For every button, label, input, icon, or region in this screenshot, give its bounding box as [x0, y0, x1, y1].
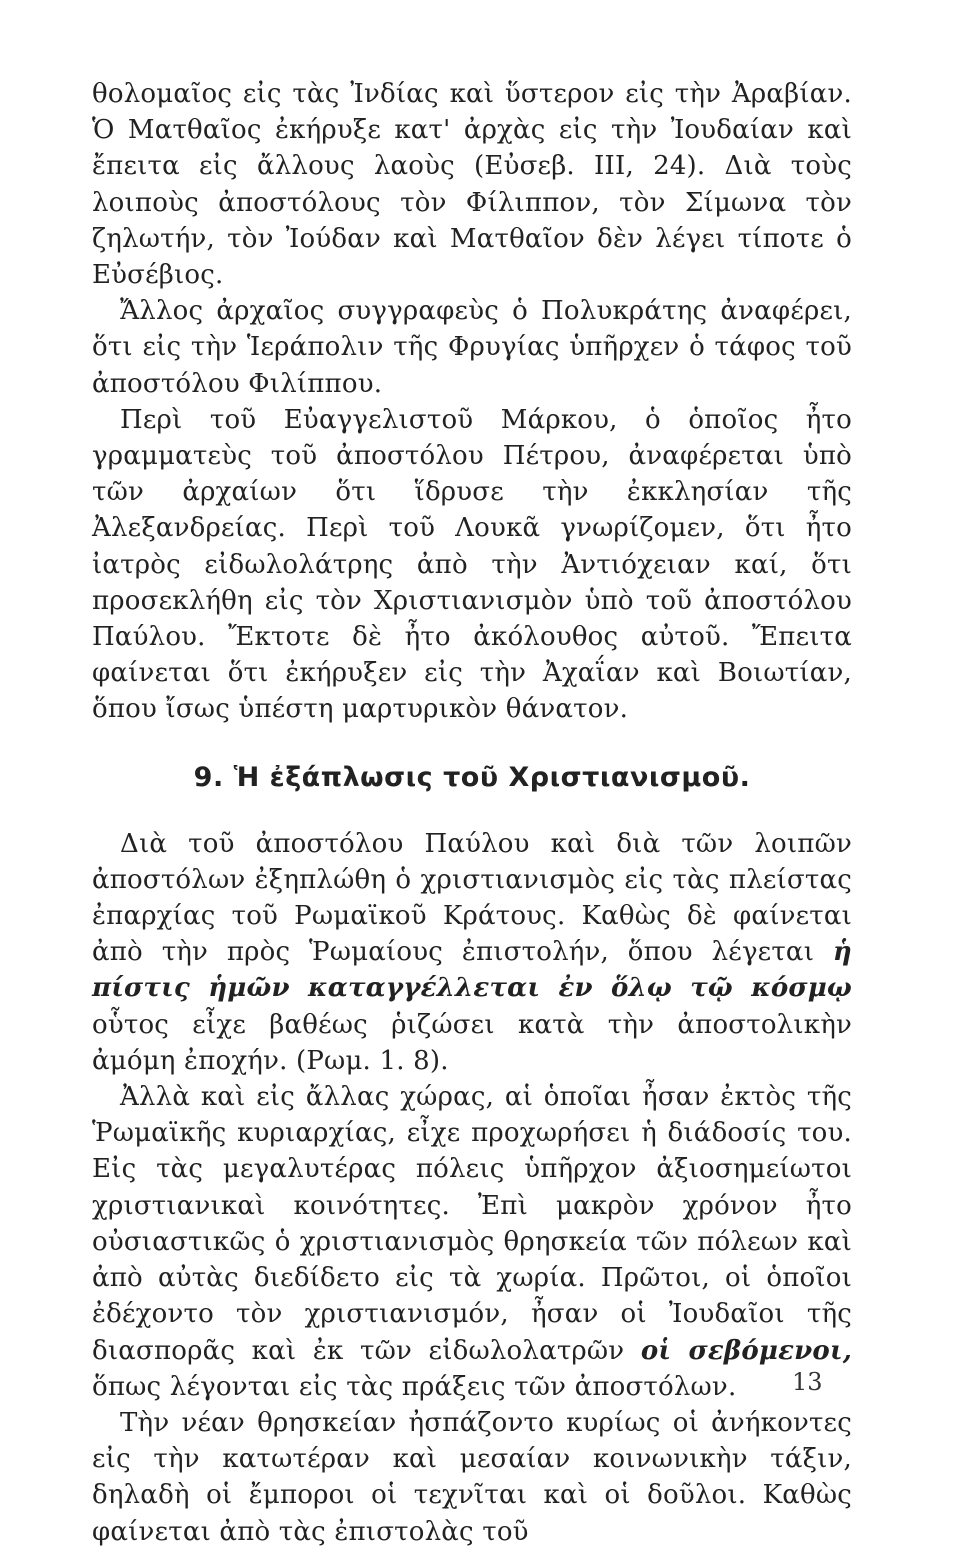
paragraph-text: Ἀλλὰ καὶ εἰς ἄλλας χώρας, αἱ ὁποῖαι ἦσαν ἐκτὸς τῆς Ῥωμαϊκῆς κυριαρχίας, εἶχε προχωρήσει ἡ διάδοσίς του. Εἰς τὰς μεγαλυτέρας πόλεις ὑπῆρχον ἀξιοσημείωτοι χριστιανικαὶ κοινότητες. Ἐπὶ μακρὸν χρόνον ἦτο οὐσιαστικῶς ὁ χριστιανισμὸς θρησκεία τῶν πόλεων καὶ ἀπὸ αὐτὰς διεδίδετο εἰς τὰ χωρία. Πρῶτοι, οἱ ὁποῖοι ἐδέχοντο τὸν χριστιανισμόν, ἦσαν οἱ Ἰουδαῖοι τῆς διασπορᾶς καὶ ἐκ τῶν εἰδωλολατρῶν	[92, 1082, 852, 1366]
page-number: 13	[792, 1368, 823, 1396]
paragraph: Περὶ τοῦ Εὐαγγελιστοῦ Μάρκου, ὁ ὁποῖος ἦτο γραμματεὺς τοῦ ἀποστόλου Πέτρου, ἀναφέρεται ὑπὸ τῶν ἀρχαίων ὅτι ἵδρυσε τὴν ἐκκλησίαν τῆς Ἀλεξανδρείας. Περὶ τοῦ Λουκᾶ γνωρίζομεν, ὅτι ἦτο ἰατρὸς εἰδωλολάτρης ἀπὸ τὴν Ἀντιόχειαν καί, ὅτι προσεκλήθη εἰς τὸν Χριστιανισμὸν ὑπὸ τοῦ ἀποστόλου Παύλου. Ἔκτοτε δὲ ἦτο ἀκόλουθος αὐτοῦ. Ἔπειτα φαίνεται ὅτι ἐκήρυξεν εἰς τὴν Ἀχαΐαν καὶ Βοιωτίαν, ὅπου ἴσως ὑπέστη μαρτυρικὸν θάνατον.	[92, 404, 852, 725]
paragraph-text: οὗτος εἶχε βαθέως ῥιζώσει κατὰ τὴν ἀποστολικὴν ἀμόμη ἐποχήν. (Ρωμ. 1. 8).	[92, 1009, 852, 1076]
paragraph: θολομαῖος εἰς τὰς Ἰνδίας καὶ ὕστερον εἰς τὴν Ἀραβίαν. Ὁ Ματθαῖος ἐκήρυξε κατ' ἀρχὰς εἰς τὴν Ἰουδαίαν καὶ ἔπειτα εἰς ἄλλους λαοὺς (Εὐσεβ. III, 24). Διὰ τοὺς λοιποὺς ἀποστόλους τὸν Φίλιππον, τὸν Σίμωνα τὸν ζηλωτήν, τὸν Ἰούδαν καὶ Ματθαῖον δὲν λέγει τίποτε ὁ Εὐσέβιος.	[92, 79, 852, 291]
paragraph	[92, 826, 852, 1079]
paragraph	[92, 1079, 852, 1405]
paragraph-text: Διὰ τοῦ ἀποστόλου Παύλου καὶ διὰ τῶν λοιπῶν ἀποστόλων ἐξηπλώθη ὁ χριστιανισμὸς εἰς τὰς πλείστας ἐπαρχίας τοῦ Ρωμαϊκοῦ Κράτους. Καθὼς δὲ φαίνεται ἀπὸ τὴν πρὸς Ῥωμαίους ἐπιστολήν, ὅπου λέγεται	[92, 828, 852, 968]
section-heading: 9. Ἡ ἐξάπλωσις τοῦ Χριστιανισμοῦ.	[193, 761, 751, 793]
paragraph: Ἄλλος ἀρχαῖος συγγραφεὺς ὁ Πολυκράτης ἀναφέρει, ὅτι εἰς τὴν Ἱεράπολιν τῆς Φρυγίας ὑπῆρχεν ὁ τάφος τοῦ ἀποστόλου Φιλίππου.	[92, 296, 852, 399]
emphasized-term: οἱ σεβόμενοι,	[640, 1335, 852, 1366]
paragraph-text: ὅπως λέγονται εἰς τὰς πράξεις τῶν ἀποστόλων.	[92, 1371, 737, 1402]
body-text	[92, 76, 852, 1550]
paragraph: Τὴν νέαν θρησκείαν ἠσπάζοντο κυρίως οἱ ἀνήκοντες εἰς τὴν κατωτέραν καὶ μεσαίαν κοινωνικὴν τάξιν, δηλαδὴ οἱ ἔμποροι οἱ τεχνῖται καὶ οἱ δοῦλοι. Καθὼς φαίνεται ἀπὸ τὰς ἐπιστολὰς τοῦ	[92, 1407, 852, 1547]
emphasized-quote: ἡ πίστις ἡμῶν καταγγέλλεται ἐν ὅλῳ τῷ κόσμῳ	[92, 937, 852, 1004]
